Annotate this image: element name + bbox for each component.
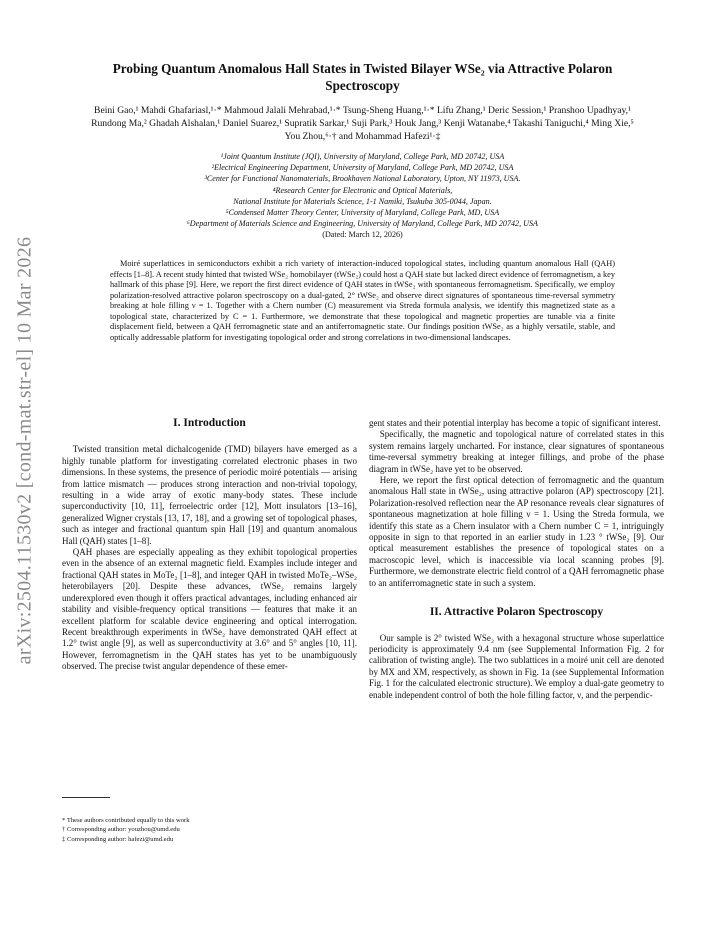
paragraph: QAH phases are especially appealing as they exhibit topological properties even in the absence of an external magnetic field. Examples include integer and fractional QAH states in MoTe₂ [1–8], and integer QAH in twisted MoTe₂–WSe₂ heterobilayers [20]. Despite these advances, tWSe₂ remains largely underexplored even though it offers practical advantages, including enhanced air stability and visible-frequency optical transitions — features that make it an excellent platform for scalable device engineering and optical interrogation. Recent breakthrough experiments in tWSe₂ have demonstrated QAH effect at 1.2° twist angle [9], as well as superconductivity at 3.6° and 5° angles [10, 11]. However, ferromagnetism in the QAH states has yet to be unambiguously observed. The precise twist angular dependence of these emer- — [62, 547, 357, 672]
paragraph: gent states and their potential interplay has become a topic of significant interest. — [369, 418, 661, 428]
section-heading-introduction: I. Introduction — [173, 417, 246, 429]
author-list: Beini Gao,¹ Mahdi Ghafariasl,¹·* Mahmoud Jalali Mehrabad,¹·* Tsung-Sheng Huang,¹·* Lifu Zhang,¹ Deric Session,¹ Pranshoo Upadhyay,¹ Rundong Ma,² Ghadah Alshalan,¹ Daniel Suarez,¹ Supratik Sarkar,¹ Suji Park,³ Houk Jang,³ Kenji Watanabe,⁴ Takashi Taniguchi,⁴ Ming Xie,⁵ You Zhou,⁶·† and Mohammad Hafezi¹·‡ — [91, 105, 634, 143]
right-column — [369, 418, 664, 701]
abstract: Moiré superlattices in semiconductors exhibit a rich variety of interaction-induced topological states, including quantum anomalous Hall (QAH) effects [1–8]. A recent study hinted that twisted WSe₂ homobilayer (tWSe₂) could host a QAH state but lacked direct evidence of ferromagnetism, a key hallmark of this phase [9]. Here, we report the first direct evidence of QAH states in tWSe₂ with spontaneous ferromagnetism. Specifically, we employ polarization-resolved attractive polaron spectroscopy on a dual-gated, 2° tWSe₂ and observe direct signatures of spontaneous time-reversal symmetry breaking at hole filling ν = 1. Together with a Chern number (C) measurement via Streda formula analysis, we identify this magnetized state as a topological state, characterized by C = 1. Furthermore, we demonstrate that these topological and magnetic properties are tunable via a finite displacement field, between a QAH ferromagnetic state and an antiferromagnetic state. Our findings position tWSe₂ as a highly versatile, stable, and optically addressable platform for investigating topological order and strong correlations in two-dimensional landscapes. — [110, 259, 615, 342]
paragraph: Our sample is 2° twisted WSe₂ with a hexagonal structure whose superlattice periodicity is approximately 9.4 nm (see Supplemental Information Fig. 2 for calibration of twisting angle). The two sublattices in a moiré unit cell are denoted by MX and XM, respectively, as shown in Fig. 1a (see Supplemental Information Fig. 1 for the calculated electronic structure). We employ a dual-gate geometry to enable independent control of both the hole filling factor, ν, and the perpendic- — [369, 632, 664, 700]
affiliation-4-cont: National Institute for Materials Science, 1-1 Namiki, Tsukuba 305-0044, Japan. — [233, 196, 492, 206]
affiliation-4: ⁴Research Center for Electronic and Optical Materials, — [272, 185, 453, 195]
affiliation-2: ²Electrical Engineering Department, University of Maryland, College Park, MD 20742, USA — [211, 163, 514, 173]
paragraph: Specifically, the magnetic and topological nature of correlated states in this system remains largely uncharted. For instance, clear signatures of spontaneous time-reversal symmetry breaking at integer fillings, and probe of the phase diagram in tWSe₂ have yet to be observed. — [369, 429, 664, 474]
footnote-corresponding-hafezi: ‡ Corresponding author: hafezi@umd.edu — [62, 835, 174, 843]
section-heading-attractive-polaron: II. Attractive Polaron Spectroscopy — [429, 606, 604, 619]
date-line: (Dated: March 12, 2026) — [322, 230, 403, 240]
affiliation-3: ³Center for Functional Nanomaterials, Brookhaven National Laboratory, Upton, NY 11973, USA. — [204, 174, 521, 184]
left-column — [62, 418, 357, 673]
paper-title: Probing Quantum Anomalous Hall States in Twisted Bilayer WSe₂ via Attractive Polaron Spectroscopy — [112, 61, 613, 93]
footnotes — [62, 816, 357, 844]
affiliations — [85, 151, 640, 241]
footnote-corresponding-zhou: † Corresponding author: youzhou@umd.edu — [62, 826, 180, 834]
footnote-equal-contribution: * These authors contributed equally to this work — [62, 817, 190, 824]
affiliation-5: ⁵Condensed Matter Theory Center, University of Maryland, College Park, MD, USA — [225, 208, 500, 218]
paragraph: Here, we report the first optical detection of ferromagnetic and the quantum anomalous Hall state in tWSe₂, using attractive polaron (AP) spectroscopy [21]. Polarization-resolved reflection near the AP resonance reveals clear signatures of spontaneous magnetization at hole filling ν = 1. Using the Streda formula, we identify this state as a Chern insulator with a Chern number C = 1, intriguingly opposite in sign to that reported in an earlier study in 1.23 ° tWSe₂ [9]. Our optical measurement establishes the presence of topological states on a macroscopic level, which is inaccessible via local scanning probes [9]. Furthermore, we demonstrate electric field control of a QAH ferromagnetic phase to an antiferromagnetic state in such a system. — [369, 475, 664, 588]
affiliation-6: ⁶Department of Materials Science and Engineering, University of Maryland, College Park, MD 20742, USA — [186, 219, 538, 229]
arxiv-identifier-stamp — [4, 200, 46, 700]
footnote-rule — [62, 797, 110, 798]
arxiv-identifier-text: arXiv:2504.11530v2 [cond-mat.str-el] 10 Mar 2026 — [13, 236, 36, 664]
paragraph: Twisted transition metal dichalcogenide (TMD) bilayers have emerged as a highly tunable platform for investigating correlated electronic phases in two dimensions. In these systems, the presence of periodic moiré potentials — arising from lattice mismatch — produces strong interaction and non-trivial topology, resulting in a wide array of exotic many-body states. These include superconductivity [10, 11], ferroelectric order [12], Mott insulators [13–16], generalized Wigner crystals [13, 17, 18], and a growing set of topological phases, such as integer and fractional quantum spin Hall [19] and quantum anomalous Hall (QAH) states [1–8]. — [62, 444, 357, 546]
affiliation-1: ¹Joint Quantum Institute (JQI), University of Maryland, College Park, MD 20742, USA — [220, 152, 505, 161]
